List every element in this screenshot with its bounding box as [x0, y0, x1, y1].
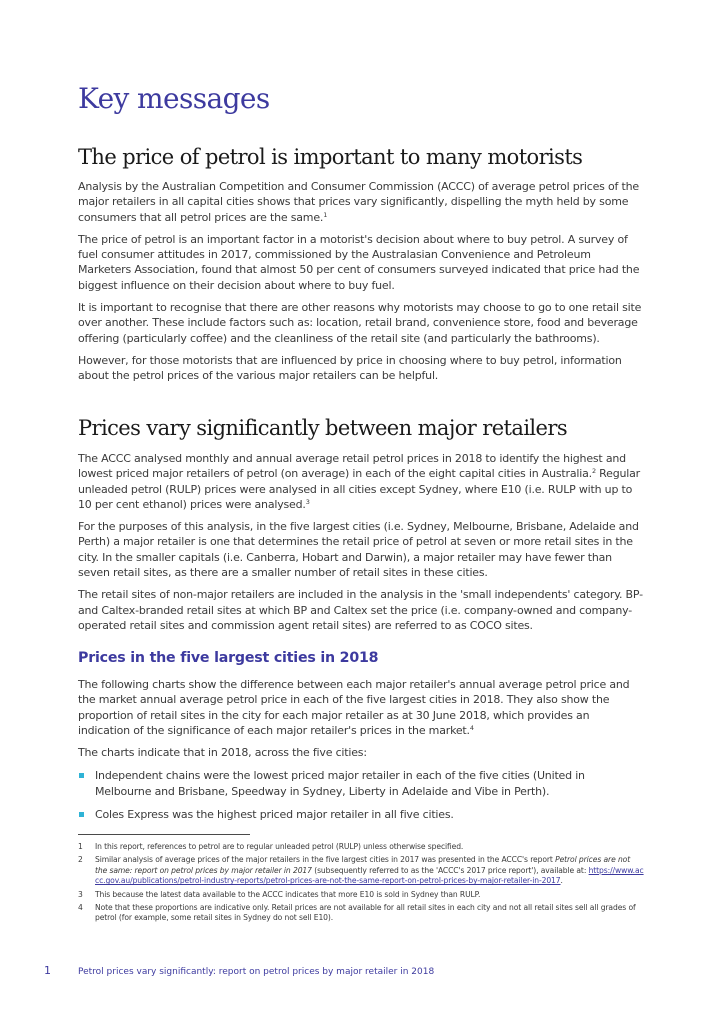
- section-five-largest-cities-body: [78, 677, 644, 822]
- paragraph: The charts indicate that in 2018, across the five cities:: [78, 746, 367, 760]
- section-price-important-body: [78, 179, 644, 384]
- section-prices-vary-body: [78, 451, 644, 633]
- bullet-list: [78, 768, 644, 822]
- subsection-heading: Prices in the five largest cities in 2018: [78, 650, 379, 666]
- footnote: 4 Note that these proportions are indicative only. Retail prices are not available for all retail sites in each city and not all retail sites sell all grades of petrol (for example, some retail sites in Sydney do not sell E10).: [78, 903, 636, 923]
- paragraph: The following charts show the difference between each major retailer's annual average petrol price and the market annual average petrol price in each of the five largest cities in 2018. They also show the proportion of retail sites in the city for each major retailer as at 30 June 2018, which provides an indication of the significance of each major retailer's prices in the market.$^4$: [78, 678, 630, 737]
- footnote: 1 In this report, references to petrol are to regular unleaded petrol (RULP) unless otherwise specified.: [78, 842, 464, 851]
- bullet-square-icon: [79, 773, 84, 778]
- page-number: 1: [44, 964, 51, 977]
- section-heading: The price of petrol is important to many motorists: [78, 145, 583, 169]
- page-footer: [44, 964, 644, 977]
- list-item: Independent chains were the lowest priced major retailer in each of the five cities (United in Melbourne and Brisbane, Speedway in Sydney, Liberty in Adelaide and Vibe in Perth).: [78, 768, 644, 799]
- page-title: Key messages: [78, 82, 270, 115]
- footnote-number: 3: [78, 889, 83, 899]
- list-item: Coles Express was the highest priced major retailer in all five cities.: [78, 807, 644, 822]
- footnote-divider: [78, 834, 250, 835]
- footnote-number: 4: [78, 903, 83, 913]
- footnote-number: 2: [78, 855, 83, 865]
- paragraph: The ACCC analysed monthly and annual average retail petrol prices in 2018 to identify the highest and lowest priced major retailers of petrol (on average) in each of the eight capital cities in Australia.$^2$ Regular unleaded petrol (RULP) prices were analysed in all cities except Sydney, where E10 (i.e. RULP with up to 10 per cent ethanol) prices were analysed.$^3$: [78, 452, 640, 511]
- section-price-important: [78, 145, 644, 169]
- paragraph: However, for those motorists that are influenced by price in choosing where to buy petrol, information about the petrol prices of the various major retailers can be helpful.: [78, 353, 622, 383]
- report-title: Petrol prices are not the same: report on petrol prices by major retailer in 2017: [95, 855, 631, 875]
- section-prices-vary: [78, 416, 644, 440]
- footnote: 3 This because the latest data available to the ACCC indicates that more E10 is sold in Sydney than RULP.: [78, 889, 481, 899]
- bullet-square-icon: [79, 812, 84, 817]
- footer-title: Petrol prices vary significantly: report on petrol prices by major retailer in 2018: [78, 967, 435, 977]
- paragraph: For the purposes of this analysis, in the five largest cities (i.e. Sydney, Melbourne, Brisbane, Adelaide and Perth) a major retailer is one that determines the retail price of petrol at seven or more retail sites in the city. In the smaller capitals (i.e. Canberra, Hobart and Darwin), a major retailer may have fewer than seven retail sites, as there are a smaller number of retail sites in these cities.: [78, 520, 639, 580]
- footnote-number: 1: [78, 842, 83, 851]
- report-link[interactable]: https://www.accc.gov.au/publications/petrol-industry-reports/petrol-prices-are-not-the-same-report-on-petrol-prices-by-major-retailer-in-2017: [95, 865, 644, 886]
- section-five-largest-cities: [78, 650, 644, 666]
- paragraph: The retail sites of non-major retailers are included in the analysis in the 'small independents' category. BP- and Caltex-branded retail sites at which BP and Caltex set the price (i.e. company-owned and company-operated retail sites and commission agent retail sites) are referred to as COCO sites.: [78, 588, 643, 632]
- paragraph: The price of petrol is an important factor in a motorist's decision about where to buy petrol. A survey of fuel consumer attitudes in 2017, commissioned by the Australasian Convenience and Petroleum Marketers Association, found that almost 50 per cent of consumers surveyed indicated that price had the biggest influence on their decision about where to buy fuel.: [78, 232, 640, 292]
- footnote-ref[interactable]: 3: [305, 497, 310, 506]
- paragraph: It is important to recognise that there are other reasons why motorists may choose to go to one retail site over another. These include factors such as: location, retail brand, convenience store, food and beverage offering (particularly coffee) and the cleanliness of the retail site (and particularly the bathrooms).: [78, 301, 642, 345]
- footnotes: [78, 842, 644, 924]
- footnote: 2 Similar analysis of average prices of the major retailers in the five largest cities in 2017 was presented in the ACCC's report Petrol prices are not the same: report on petrol prices by major retailer in 2017 (subsequently referred to as the 'ACCC's 2017 price report'), available at: https://www.accc.gov.au/publications/petrol-industry-reports/petrol-prices-are-not-the-same-report-on-petrol-prices-by-major-retailer-in-2017.: [78, 855, 644, 886]
- paragraph: Analysis by the Australian Competition and Consumer Commission (ACCC) of average petrol prices of the major retailers in all capital cities shows that prices vary significantly, dispelling the myth held by some consumers that all petrol prices are the same.$^1$: [78, 180, 639, 224]
- footnote-ref[interactable]: 1: [323, 210, 328, 219]
- footnote-ref[interactable]: 2: [591, 467, 596, 476]
- footnote-ref[interactable]: 4: [469, 723, 474, 732]
- section-heading: Prices vary significantly between major retailers: [78, 416, 567, 440]
